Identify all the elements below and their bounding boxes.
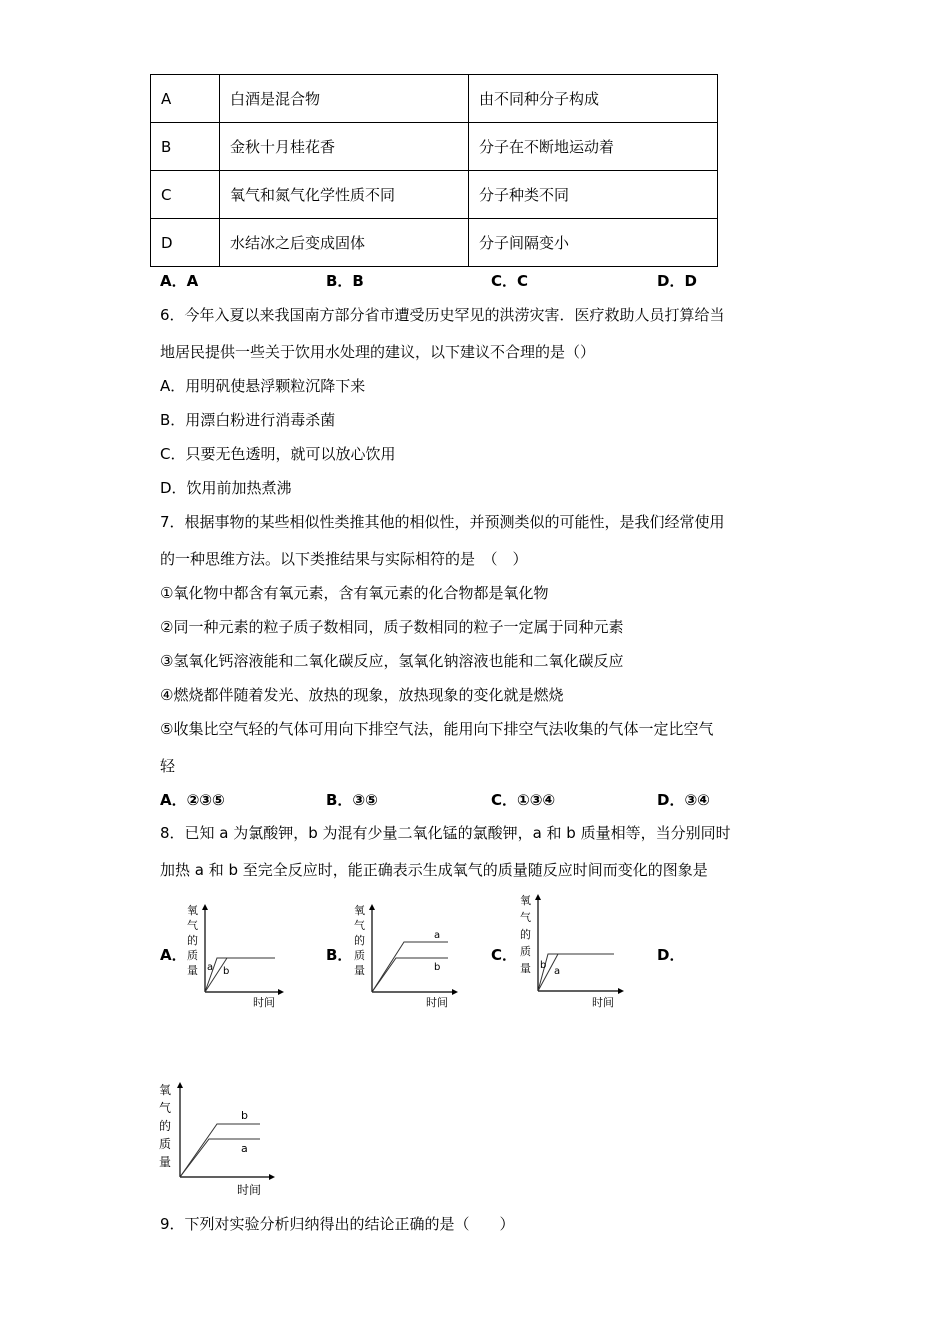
row-fact: 白酒是混合物 [220,75,469,123]
y-label-char: 的 [187,934,198,947]
q8-option-a[interactable]: A． [160,946,187,964]
curve-a-label: a [554,966,561,977]
q5-option-c[interactable]: C．C [491,272,529,290]
curve-a-label: a [207,962,214,973]
row-explanation: 分子种类不同 [469,171,718,219]
q5-table [150,74,718,267]
curve-b [538,954,614,991]
row-explanation: 由不同种分子构成 [469,75,718,123]
q7-option-b[interactable]: B．③⑤ [326,791,378,809]
x-axis-label: 时间 [237,1183,262,1197]
q6-option-b[interactable]: B．用漂白粉进行消毒杀菌 [160,411,336,429]
y-axis-arrow [177,1082,183,1088]
q5-option-d[interactable]: D．D [657,272,697,290]
curve-b-label: b [241,1109,248,1122]
q6-option-a[interactable]: A．用明矾使悬浮颗粒沉降下来 [160,377,366,395]
row-key: B [151,123,220,171]
y-label-char: 气 [354,919,365,932]
graph-c[interactable] [518,890,628,1010]
q8-stem-line2: 加热 a 和 b 至完全反应时，能正确表示生成氧气的质量随反应时间而变化的图象是 [160,861,708,879]
y-label-char: 的 [159,1119,172,1133]
table-row [151,171,718,219]
y-label-char: 质 [159,1137,172,1151]
curve-a [180,1139,260,1177]
y-label-char: 量 [187,964,198,977]
row-explanation: 分子在不断地运动着 [469,123,718,171]
row-key: D [151,219,220,267]
y-axis-arrow [202,904,208,910]
q5-option-a[interactable]: A．A [160,272,199,290]
row-key: A [151,75,220,123]
q8-option-c[interactable]: C． [491,946,518,964]
q7-statement-4: ④燃烧都伴随着发光、放热的现象，放热现象的变化就是燃烧 [160,686,564,704]
q6-stem-line2: 地居民提供一些关于饮用水处理的建议，以下建议不合理的是（） [160,343,596,361]
row-key: C [151,171,220,219]
y-label-char: 气 [187,919,198,932]
curve-b-label: b [434,962,441,973]
graph-b[interactable] [352,900,462,1010]
curve-b-label: b [540,960,547,971]
q5-option-b[interactable]: B．B [326,272,364,290]
q7-statement-3: ③氢氧化钙溶液能和二氧化碳反应，氢氧化钠溶液也能和二氧化碳反应 [160,652,624,670]
y-axis-arrow [535,894,541,900]
y-label-char: 的 [354,934,365,947]
y-label-char: 气 [159,1101,172,1115]
q7-stem-line1: 7．根据事物的某些相似性类推其他的相似性，并预测类似的可能性，是我们经常使用 [160,513,725,531]
x-axis-label: 时间 [253,996,275,1009]
curve-b [180,1124,260,1177]
y-label-char: 量 [354,964,365,977]
q7-option-c[interactable]: C．①③④ [491,791,556,809]
y-label-char: 氧 [159,1083,172,1097]
graph-a[interactable] [185,900,285,1010]
table-row [151,219,718,267]
q7-statement-2: ②同一种元素的粒子质子数相同，质子数相同的粒子一定属于同种元素 [160,618,624,636]
y-axis-arrow [369,904,375,910]
row-fact: 氧气和氮气化学性质不同 [220,171,469,219]
y-label-char: 质 [187,949,198,962]
row-fact: 水结冰之后变成固体 [220,219,469,267]
x-axis-arrow [269,1174,275,1180]
q7-stem-line2: 的一种思维方法。以下类推结果与实际相符的是 （ ） [160,550,528,568]
y-label-char: 量 [520,962,531,975]
y-label-char: 质 [520,945,531,958]
curve-a-label: a [241,1142,248,1155]
q6-option-c[interactable]: C．只要无色透明，就可以放心饮用 [160,445,396,463]
q8-option-d[interactable]: D． [657,946,685,964]
x-axis-arrow [278,989,284,995]
y-label-char: 氧 [354,904,365,917]
q8-stem-line1: 8．已知 a 为氯酸钾，b 为混有少量二氧化锰的氯酸钾，a 和 b 质量相等，当分别同时 [160,824,731,842]
x-axis-label: 时间 [592,996,614,1009]
y-label-char: 氧 [187,904,198,917]
row-explanation: 分子间隔变小 [469,219,718,267]
q7-statement-5-cont: 轻 [160,757,176,775]
y-label-char: 量 [159,1155,172,1169]
q7-option-d[interactable]: D．③④ [657,791,710,809]
q7-statement-1: ①氧化物中都含有氧元素，含有氧元素的化合物都是氧化物 [160,584,549,602]
x-axis-arrow [618,988,624,994]
y-label-char: 的 [520,928,531,941]
q7-option-a[interactable]: A．②③⑤ [160,791,225,809]
curve-a-label: a [434,930,441,941]
q7-statement-5: ⑤收集比空气轻的气体可用向下排空气法，能用向下排空气法收集的气体一定比空气 [160,720,714,738]
y-label-char: 氧 [520,894,531,907]
table-row [151,123,718,171]
curve-b-label: b [223,966,230,977]
y-label-char: 质 [354,949,365,962]
x-axis-label: 时间 [426,996,448,1009]
q9-stem: 9．下列对实验分析归纳得出的结论正确的是（ ） [160,1215,515,1233]
q8-option-b[interactable]: B． [326,946,353,964]
y-label-char: 气 [520,911,531,924]
graph-d[interactable] [157,1078,287,1198]
row-fact: 金秋十月桂花香 [220,123,469,171]
x-axis-arrow [452,989,458,995]
q6-stem-line1: 6．今年入夏以来我国南方部分省市遭受历史罕见的洪涝灾害．医疗救助人员打算给当 [160,306,725,324]
table-row [151,75,718,123]
q6-option-d[interactable]: D．饮用前加热煮沸 [160,479,292,497]
